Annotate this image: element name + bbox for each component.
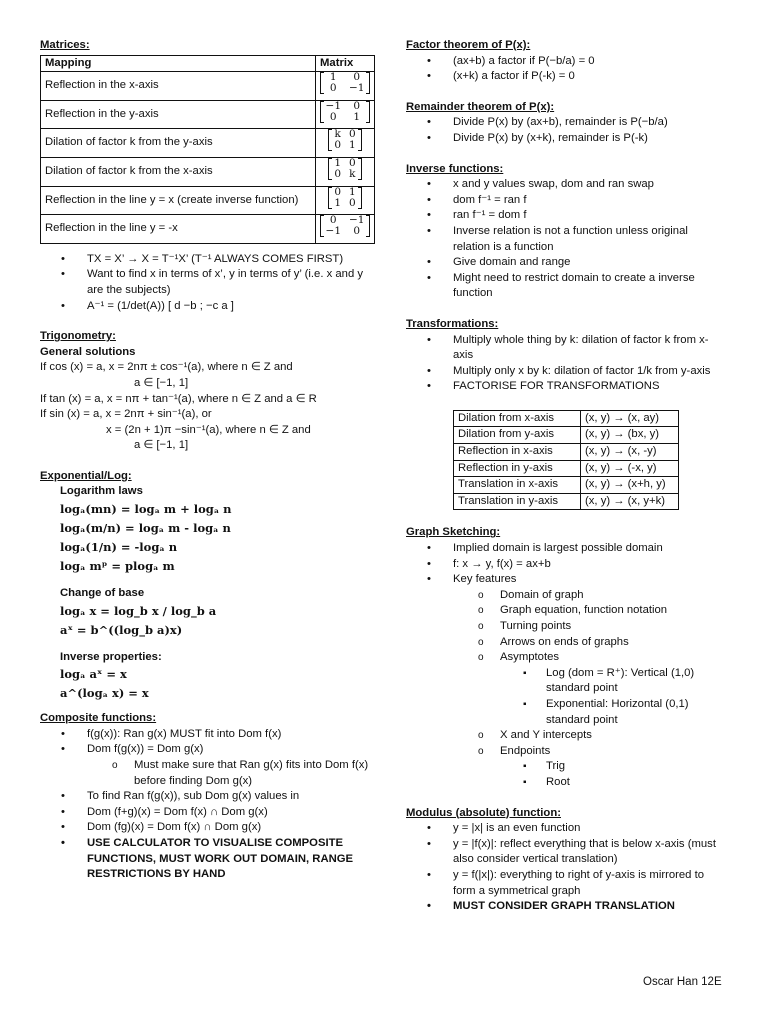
matrix: −1 0 0 1: [320, 101, 371, 123]
table-row: [454, 460, 679, 477]
mapping-label: Reflection in the x-axis: [41, 72, 316, 101]
inverse-property: logₐ aˣ = x: [60, 667, 127, 682]
list-item: o Domain of graph: [406, 588, 728, 604]
table-cell: (x, y) → (x, -y): [581, 444, 679, 461]
list-item: ▪ Exponential: Horizontal (0,1) standard point: [406, 697, 728, 728]
remainder-heading: Remainder theorem of P(x):: [406, 100, 555, 113]
table-cell: (x, y) → (-x, y): [581, 460, 679, 477]
matrices-bullets: [40, 252, 375, 314]
log-law: logₐ(m/n) = logₐ m - logₐ n: [60, 521, 231, 536]
table-cell: (x, y) → (x, ay): [581, 410, 679, 427]
remainder-list: [406, 115, 728, 146]
list-item: • y = |f(x)|: reflect everything that is below x-axis (must also consider vertical translation): [406, 837, 728, 868]
list-item: • MUST CONSIDER GRAPH TRANSLATION: [406, 899, 728, 915]
list-item: • Might need to restrict domain to create a inverse function: [406, 271, 728, 302]
list-item: • FACTORISE FOR TRANSFORMATIONS: [406, 379, 728, 395]
matrix: 0 −1 −1 0: [320, 215, 371, 237]
explog-heading: Exponential/Log:: [40, 469, 132, 482]
inverse-list: [406, 177, 728, 302]
table-cell: Reflection in y-axis: [454, 460, 581, 477]
mapping-label: Dilation of factor k from the x-axis: [41, 157, 316, 186]
matrix-row: [41, 215, 375, 244]
matrix-cell: [316, 129, 375, 158]
mapping-label: Reflection in the y-axis: [41, 100, 316, 129]
table-cell: Dilation from y-axis: [454, 427, 581, 444]
matrix-cell: [316, 186, 375, 215]
matrices-heading: Matrices:: [40, 39, 90, 51]
matrix-cell: [316, 100, 375, 129]
inverse-property: a^(logₐ x) = x: [60, 686, 149, 701]
trig-line: a ∈ [−1, 1]: [134, 439, 189, 452]
author-footer: Oscar Han 12E: [643, 976, 722, 988]
list-item: • Implied domain is largest possible domain: [406, 541, 728, 557]
list-item: • (x+k) a factor if P(-k) = 0: [406, 69, 728, 85]
table-cell: (x, y) → (bx, y): [581, 427, 679, 444]
table-row: [454, 444, 679, 461]
inverse-heading: Inverse functions:: [406, 162, 504, 175]
list-item: o Must make sure that Ran g(x) fits into Dom f(x) before finding Dom g(x): [40, 758, 375, 789]
change-of-base-formula: aˣ = b^((log_b a)x): [60, 622, 183, 637]
matrices-table: [40, 55, 375, 244]
log-laws-title: Logarithm laws: [60, 485, 143, 498]
list-item: • TX = X’ → X = T⁻¹X’ (T⁻¹ ALWAYS COMES FIRST): [40, 252, 375, 268]
list-item: • Give domain and range: [406, 255, 728, 271]
list-item: ▪ Root: [406, 775, 728, 791]
list-item: • y = f(|x|): everything to right of y-axis is mirrored to form a symmetrical graph: [406, 868, 728, 899]
change-of-base-formula: logₐ x = log_b x / log_b a: [60, 603, 217, 618]
list-item: o Graph equation, function notation: [406, 603, 728, 619]
col-matrix: Matrix: [316, 55, 375, 72]
left-column: [40, 38, 375, 883]
trig-subheading: General solutions: [40, 345, 136, 358]
matrix-row: [41, 157, 375, 186]
list-item: • Key features: [406, 572, 728, 588]
list-item: • Divide P(x) by (x+k), remainder is P(-k): [406, 131, 728, 147]
graph-list: [406, 541, 728, 791]
list-item: o Endpoints: [406, 744, 728, 760]
list-item: • Inverse relation is not a function unless original relation is a function: [406, 224, 728, 255]
matrices-table-header: [41, 55, 375, 72]
list-item: • Dom (fg)(x) = Dom f(x) ∩ Dom g(x): [40, 820, 375, 836]
inverse-properties-title: Inverse properties:: [60, 650, 162, 663]
matrix-cell: [316, 72, 375, 101]
list-item: • Multiply whole thing by k: dilation of factor k from x-axis: [406, 333, 728, 364]
list-item: • Want to find x in terms of x’, y in terms of y’ (i.e. x and y are the subjects): [40, 267, 375, 298]
table-cell: Reflection in x-axis: [454, 444, 581, 461]
matrix: 0 1 1 0: [328, 187, 361, 209]
list-item: ▪ Trig: [406, 759, 728, 775]
list-item: • Dom (f+g)(x) = Dom f(x) ∩ Dom g(x): [40, 805, 375, 821]
log-laws: [40, 484, 375, 703]
list-item: • ran f⁻¹ = dom f: [406, 208, 728, 224]
transformations-table: [453, 410, 679, 511]
transformations-heading: Transformations:: [406, 317, 499, 330]
col-mapping: Mapping: [41, 55, 316, 72]
factor-heading: Factor theorem of P(x):: [406, 39, 531, 51]
matrix-row: [41, 72, 375, 101]
factor-list: [406, 54, 728, 85]
graph-heading: Graph Sketching:: [406, 526, 501, 539]
matrix-row: [41, 100, 375, 129]
trig-line: If sin (x) = a, x = 2nπ + sin⁻¹(a), or: [40, 408, 212, 421]
modulus-list: [406, 821, 728, 915]
table-row: [454, 493, 679, 510]
list-item: ▪ Log (dom = R⁺): Vertical (1,0) standard point: [406, 666, 728, 697]
list-item: • y = |x| is an even function: [406, 821, 728, 837]
list-item: • (ax+b) a factor if P(−b/a) = 0: [406, 54, 728, 70]
matrix: 1 0 0 k: [328, 158, 361, 180]
list-item: o Turning points: [406, 619, 728, 635]
table-row: [454, 427, 679, 444]
table-cell: Translation in y-axis: [454, 493, 581, 510]
matrix: 1 0 0 −1: [320, 72, 371, 94]
list-item: • x and y values swap, dom and ran swap: [406, 177, 728, 193]
list-item: • To find Ran f(g(x)), sub Dom g(x) values in: [40, 789, 375, 805]
mapping-label: Dilation of factor k from the y-axis: [41, 129, 316, 158]
table-cell: (x, y) → (x, y+k): [581, 493, 679, 510]
log-law: logₐ mᵖ = plogₐ m: [60, 559, 175, 574]
list-item: • A⁻¹ = (1/det(A)) [ d −b ; −c a ]: [40, 299, 375, 315]
list-item: • Multiply only x by k: dilation of factor 1/k from y-axis: [406, 364, 728, 380]
table-cell: Translation in x-axis: [454, 477, 581, 494]
modulus-heading: Modulus (absolute) function:: [406, 806, 561, 819]
trig-line: If cos (x) = a, x = 2nπ ± cos⁻¹(a), where n ∈ Z and: [40, 361, 293, 374]
mapping-label: Reflection in the line y = x (create inverse function): [41, 186, 316, 215]
list-item: o X and Y intercepts: [406, 728, 728, 744]
list-item: • Dom f(g(x)) = Dom g(x): [40, 742, 375, 758]
list-item: o Arrows on ends of graphs: [406, 635, 728, 651]
trig-heading: Trigonometry:: [40, 330, 116, 343]
table-row: [454, 410, 679, 427]
trig-line: a ∈ [−1, 1]: [134, 376, 189, 389]
matrix-cell: [316, 215, 375, 244]
table-cell: (x, y) → (x+h, y): [581, 477, 679, 494]
matrix: k 0 0 1: [328, 129, 361, 151]
trig-line: x = (2n + 1)π −sin⁻¹(a), where n ∈ Z and: [106, 423, 311, 436]
list-item: • Divide P(x) by (ax+b), remainder is P(−b/a): [406, 115, 728, 131]
change-of-base-title: Change of base: [60, 587, 145, 600]
right-column: [406, 38, 728, 915]
matrix-cell: [316, 157, 375, 186]
transformations-list: [406, 333, 728, 395]
composite-heading: Composite functions:: [40, 712, 157, 725]
list-item: • f: x → y, f(x) = ax+b: [406, 557, 728, 573]
list-item: o Asymptotes: [406, 650, 728, 666]
list-item: • dom f⁻¹ = ran f: [406, 193, 728, 209]
matrix-row: [41, 129, 375, 158]
table-row: [454, 477, 679, 494]
composite-list: [40, 727, 375, 883]
log-law: logₐ(mn) = logₐ m + logₐ n: [60, 502, 232, 517]
table-cell: Dilation from x-axis: [454, 410, 581, 427]
list-item: • f(g(x)): Ran g(x) MUST fit into Dom f(x): [40, 727, 375, 743]
log-law: logₐ(1/n) = -logₐ n: [60, 540, 178, 555]
list-item: • USE CALCULATOR TO VISUALISE COMPOSITE FUNCTIONS, MUST WORK OUT DOMAIN, RANGE RESTRICTIONS BY HAND: [40, 836, 375, 883]
mapping-label: Reflection in the line y = -x: [41, 215, 316, 244]
trig-line: If tan (x) = a, x = nπ + tan⁻¹(a), where n ∈ Z and a ∈ R: [40, 392, 317, 405]
matrix-row: [41, 186, 375, 215]
